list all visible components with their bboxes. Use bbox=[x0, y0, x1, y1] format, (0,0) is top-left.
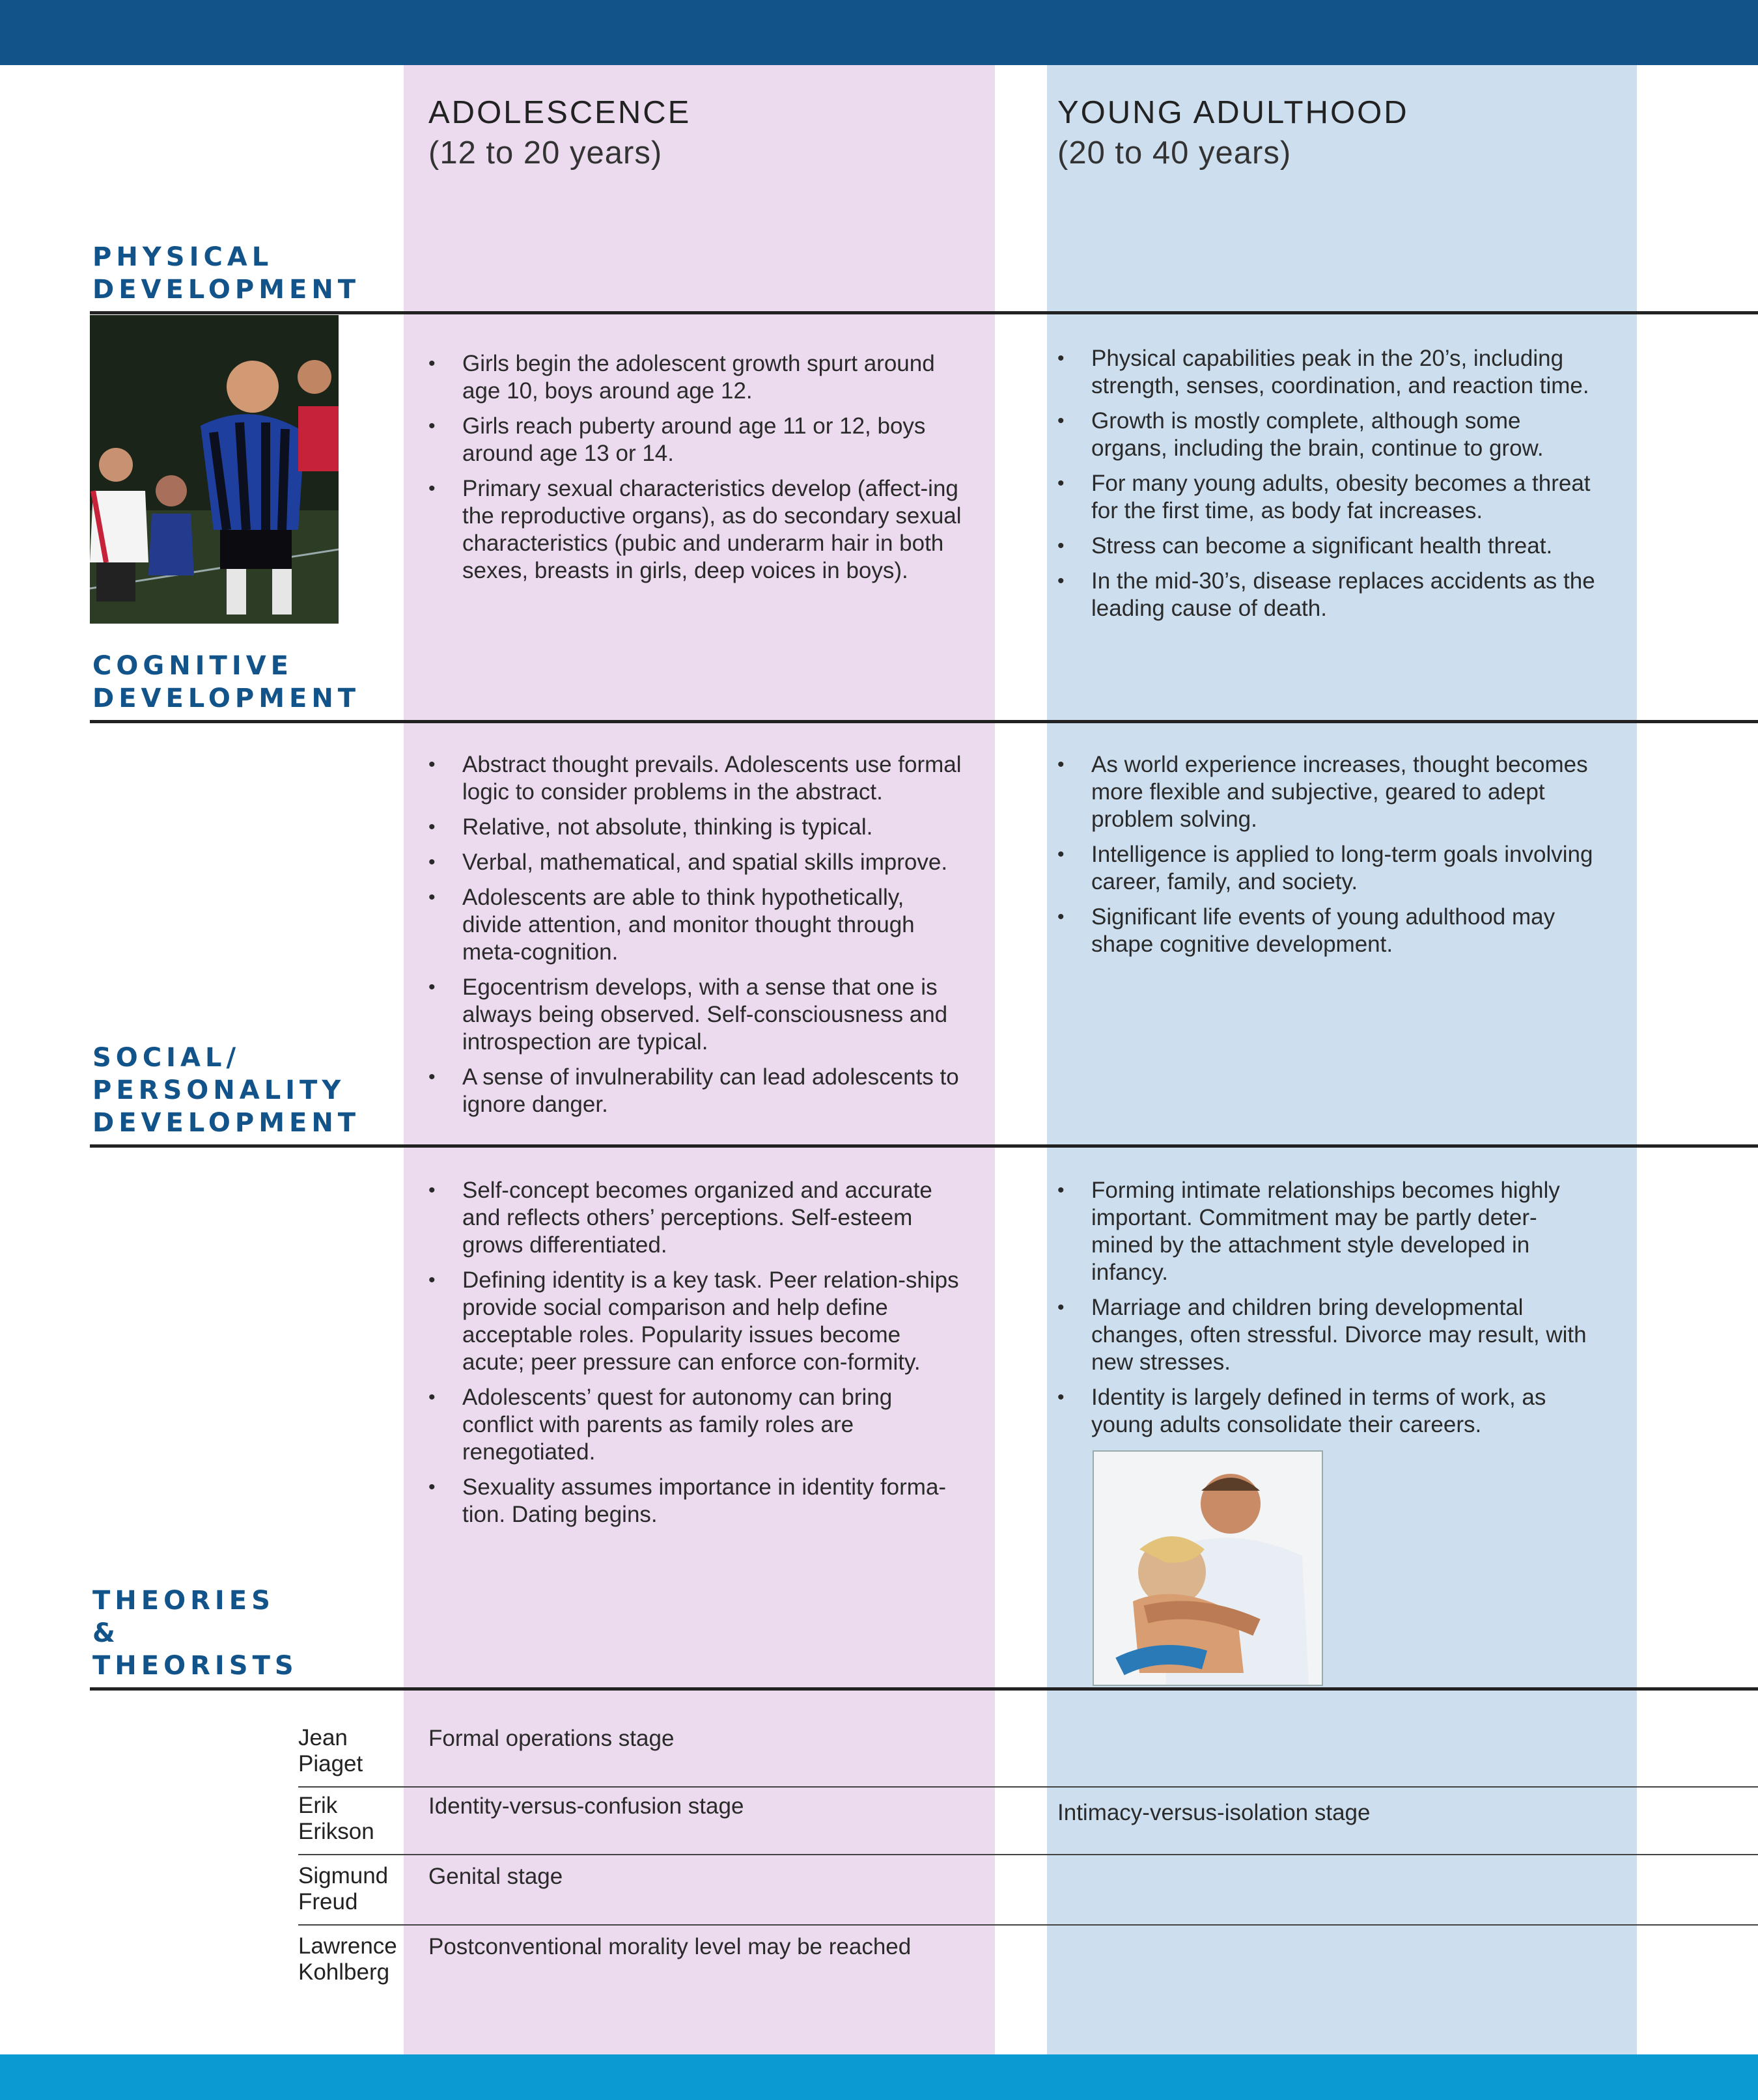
list-item: • For many young adults, obesity becomes a threat for the first time, as body fat increases. bbox=[1057, 470, 1598, 525]
physical-adolescence-list bbox=[428, 350, 969, 592]
footer-bar bbox=[0, 2054, 1758, 2100]
list-item: • Sexuality assumes importance in identity forma-tion. Dating begins. bbox=[428, 1474, 969, 1528]
piaget-adolescence-stage: Formal operations stage bbox=[428, 1726, 675, 1751]
section-divider bbox=[90, 1687, 1758, 1691]
list-item: • Identity is largely defined in terms of work, as young adults consolidate their careers. bbox=[1057, 1384, 1598, 1439]
cognitive-adolescence-list bbox=[428, 751, 969, 1126]
list-item: • Forming intimate relationships becomes highly important. Commitment may be partly deter-mined by the attachment style developed in infancy. bbox=[1057, 1177, 1598, 1286]
theorist-kohlberg: Lawrence Kohlberg bbox=[298, 1933, 397, 1985]
list-item: • Intelligence is applied to long-term goals involving career, family, and society. bbox=[1057, 841, 1598, 896]
row-divider bbox=[298, 1786, 1758, 1788]
erikson-adolescence-stage: Identity-versus-confusion stage bbox=[428, 1793, 744, 1819]
social-personality-development-label: SOCIAL/ PERSONALITY DEVELOPMENT bbox=[92, 1043, 361, 1138]
couple-photo bbox=[1093, 1450, 1323, 1686]
theories-theorists-label: THEORIES & THEORISTS bbox=[92, 1586, 298, 1681]
kohlberg-adolescence-stage: Postconventional morality level may be reached bbox=[428, 1934, 912, 1959]
list-item: • Self-concept becomes organized and accurate and reflects others’ perceptions. Self-esteem grows differentiated. bbox=[428, 1177, 969, 1259]
list-item: • A sense of invulnerability can lead adolescents to ignore danger. bbox=[428, 1064, 969, 1118]
list-item: • In the mid-30’s, disease replaces accidents as the leading cause of death. bbox=[1057, 568, 1598, 622]
young-adulthood-title: YOUNG ADULTHOOD bbox=[1057, 95, 1409, 130]
row-divider bbox=[298, 1854, 1758, 1855]
young-adulthood-heading bbox=[1057, 92, 1409, 173]
freud-adolescence-stage: Genital stage bbox=[428, 1864, 563, 1889]
list-item: • Defining identity is a key task. Peer relation-ships provide social comparison and help define acceptable roles. Popularity issues become acute; peer pressure can enforce con-formity. bbox=[428, 1267, 969, 1376]
list-item: • Girls reach puberty around age 11 or 12, boys around age 13 or 14. bbox=[428, 413, 969, 467]
young-adulthood-subtitle: (20 to 40 years) bbox=[1057, 135, 1292, 171]
section-divider bbox=[90, 311, 1758, 314]
list-item: • Girls begin the adolescent growth spurt around age 10, boys around age 12. bbox=[428, 350, 969, 405]
cognitive-development-label: COGNITIVE DEVELOPMENT bbox=[92, 651, 361, 713]
list-item: • Relative, not absolute, thinking is typical. bbox=[428, 814, 969, 841]
list-item: • Adolescents’ quest for autonomy can bring conflict with parents as family roles are renegotiated. bbox=[428, 1384, 969, 1466]
top-banner bbox=[0, 0, 1758, 65]
list-item: • Significant life events of young adulthood may shape cognitive development. bbox=[1057, 904, 1598, 958]
physical-young-adulthood-list bbox=[1057, 345, 1598, 630]
list-item: • Egocentrism develops, with a sense that one is always being observed. Self-consciousness and introspection are typical. bbox=[428, 974, 969, 1056]
theorist-piaget: Jean Piaget bbox=[298, 1725, 363, 1776]
cognitive-young-adulthood-list bbox=[1057, 751, 1598, 966]
theorist-freud: Sigmund Freud bbox=[298, 1863, 389, 1914]
adolescence-heading bbox=[428, 92, 691, 173]
erikson-young-adulthood-stage: Intimacy-versus-isolation stage bbox=[1057, 1800, 1371, 1825]
social-young-adulthood-list bbox=[1057, 1177, 1598, 1446]
adolescence-subtitle: (12 to 20 years) bbox=[428, 135, 663, 171]
section-divider bbox=[90, 720, 1758, 723]
adolescence-title: ADOLESCENCE bbox=[428, 95, 691, 130]
list-item: • Growth is mostly complete, although some organs, including the brain, continue to grow. bbox=[1057, 408, 1598, 462]
list-item: • Primary sexual characteristics develop (affect-ing the reproductive organs), as do secondary sexual characteristics (pubic and underarm hair in both sexes, breasts in girls, deep voices in boys). bbox=[428, 475, 969, 585]
list-item: • Abstract thought prevails. Adolescents use formal logic to consider problems in the abstract. bbox=[428, 751, 969, 806]
social-adolescence-list bbox=[428, 1177, 969, 1536]
list-item: • Stress can become a significant health threat. bbox=[1057, 532, 1598, 560]
list-item: • Verbal, mathematical, and spatial skills improve. bbox=[428, 849, 969, 876]
theorist-erikson: Erik Erikson bbox=[298, 1793, 374, 1844]
physical-development-label: PHYSICAL DEVELOPMENT bbox=[92, 242, 361, 305]
list-item: • Marriage and children bring developmental changes, often stressful. Divorce may result, with new stresses. bbox=[1057, 1294, 1598, 1376]
list-item: • Adolescents are able to think hypothetically, divide attention, and monitor thought through meta-cognition. bbox=[428, 884, 969, 966]
section-divider bbox=[90, 1144, 1758, 1148]
list-item: • Physical capabilities peak in the 20’s, including strength, senses, coordination, and reaction time. bbox=[1057, 345, 1598, 400]
soccer-teens-photo bbox=[90, 315, 339, 624]
list-item: • As world experience increases, thought becomes more flexible and subjective, geared to adept problem solving. bbox=[1057, 751, 1598, 833]
row-divider bbox=[298, 1924, 1758, 1926]
